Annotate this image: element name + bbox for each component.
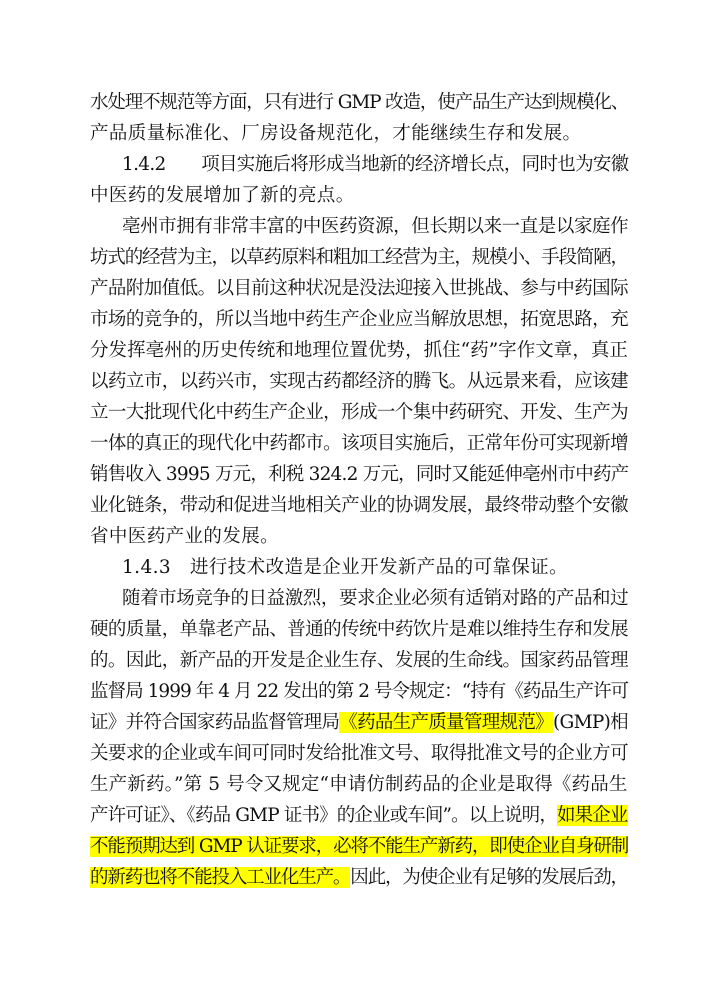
text-line — [90, 801, 628, 831]
highlighted-text: 如果企业 — [556, 805, 628, 826]
text-segment: 随着市场竞争的日益激烈，要求企业必须有适销对路的产品和过 — [122, 588, 629, 609]
text-segment: 硬的质量，单靠老产品、普通的传统中药饮片是难以维持生存和发展 — [90, 619, 629, 640]
text-line — [90, 181, 355, 211]
text-line — [90, 677, 628, 707]
text-segment: 销售收入 3995 万元，利税 324.2 万元，同时又能延伸亳州市中药产 — [90, 464, 629, 485]
text-line — [90, 88, 628, 118]
text-line — [90, 832, 628, 862]
text-line — [90, 770, 628, 800]
text-line — [90, 522, 279, 552]
text-line — [90, 274, 628, 304]
text-line — [122, 212, 628, 242]
text-segment: 1.4.3 进行技术改造是企业开发新产品的可靠保证。 — [122, 557, 568, 578]
text-segment: 的。因此，新产品的开发是企业生存、发展的生命线。国家药品管理 — [90, 650, 629, 671]
text-line — [90, 398, 628, 428]
text-segment: 生产新药。”第 5 号令又规定“申请仿制药品的企业是取得《药品生 — [90, 774, 628, 795]
text-segment: 业化链条，带动和促进当地相关产业的协调发展，最终带动整个安徽 — [90, 495, 629, 516]
text-segment: 中医药的发展增加了新的亮点。 — [90, 185, 355, 206]
text-segment: 省中医药产业的发展。 — [90, 526, 280, 547]
highlighted-text: 《药品生产质量管理规范》 — [339, 712, 553, 733]
text-line — [90, 336, 628, 366]
text-segment: 分发挥亳州的历史传统和地理位置优势，抓住“药”字作文章，真正 — [90, 340, 628, 361]
text-segment: 产许可证》、《药品 GMP 证书》的企业或车间”。以上说明， — [90, 805, 557, 826]
text-segment: 证》并符合国家药品监督管理局 — [90, 712, 340, 733]
text-segment: 亳州市拥有非常丰富的中医药资源，但长期以来一直是以家庭作 — [122, 216, 629, 237]
text-segment: 监督局 1999 年 4 月 22 发出的第 2 号令规定：“持有《药品生产许可 — [90, 681, 629, 702]
text-segment: 因此，为使企业有足够的发展后劲， — [350, 867, 628, 888]
text-segment: 市场的竞争的，所以当地中药生产企业应当解放思想，拓宽思路，充 — [90, 309, 629, 330]
text-line — [90, 863, 628, 893]
text-line — [122, 150, 628, 180]
highlighted-text: 不能预期达到 GMP 认证要求，必将不能生产新药，即使企业自身研制 — [90, 836, 629, 857]
text-line — [90, 708, 628, 738]
text-line — [90, 646, 628, 676]
text-segment: 以药立市，以药兴市，实现古药都经济的腾飞。从远景来看，应该建 — [90, 371, 629, 392]
text-segment: 产品质量标准化、厂房设备规范化，才能继续生存和发展。 — [90, 123, 582, 144]
text-line — [122, 584, 628, 614]
text-segment: 产品附加值低。以目前这种状况是没法迎接入世挑战、参与中药国际 — [90, 278, 629, 299]
text-line — [90, 460, 628, 490]
text-line — [90, 739, 628, 769]
text-line — [90, 429, 628, 459]
text-segment: 一体的真正的现代化中药都市。该项目实施后，正常年份可实现新增 — [90, 433, 629, 454]
text-segment: (GMP)相 — [552, 712, 628, 733]
text-segment: 水处理不规范等方面，只有进行 GMP 改造，使产品生产达到规模化、 — [90, 92, 629, 113]
text-line — [90, 491, 628, 521]
text-line — [90, 243, 628, 273]
highlighted-text: 的新药也将不能投入工业化生产。 — [90, 867, 351, 888]
text-line — [90, 119, 581, 149]
text-segment: 坊式的经营为主，以草药原料和粗加工经营为主，规模小、手段简陋， — [90, 247, 628, 268]
text-segment: 立一大批现代化中药生产企业，形成一个集中药研究、开发、生产为 — [90, 402, 629, 423]
text-line — [122, 553, 568, 583]
text-segment: 1.4.2 项目实施后将形成当地新的经济增长点，同时也为安徽 — [122, 154, 629, 175]
text-line — [90, 615, 628, 645]
text-line — [90, 305, 628, 335]
text-segment: 关要求的企业或车间可同时发给批准文号、取得批准文号的企业方可 — [90, 743, 629, 764]
text-line — [90, 367, 628, 397]
